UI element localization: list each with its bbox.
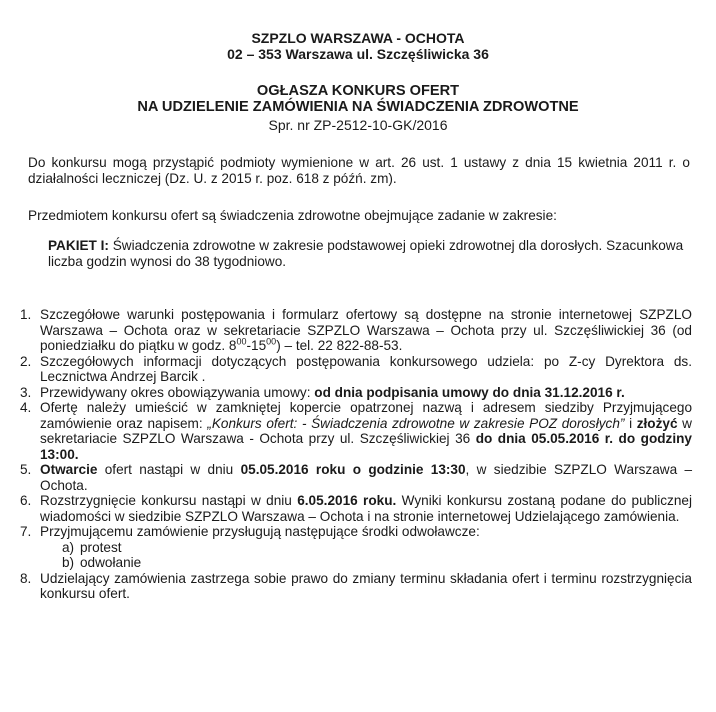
sub-item-text: protest xyxy=(80,539,122,555)
item-number: 4. xyxy=(20,400,32,415)
item-number: 2. xyxy=(20,353,32,369)
item-number: 1. xyxy=(20,307,32,322)
item-text: Przyjmującemu zamówienie przysługują następujące środki odwoławcze: xyxy=(40,524,480,539)
package-paragraph xyxy=(48,238,690,269)
item-number: 5. xyxy=(20,462,32,477)
sub-item-b xyxy=(20,555,692,571)
sub-item-text: odwołanie xyxy=(80,555,142,570)
sub-item-letter: a) xyxy=(62,539,75,555)
package-text: Świadczenia zdrowotne w zakresie podstawowej opieki zdrowotnej dla dorosłych. Szacunkowa liczba godzin wynosi do 38 tygodniowo. xyxy=(48,238,684,269)
item-text: Otwarcie ofert nastąpi w dniu 05.05.2016 roku o godzinie 13:30, w siedzibie SZPZLO Warszawa – Ochota. xyxy=(40,462,693,493)
sub-item-letter: b) xyxy=(62,555,75,570)
item-text: Rozstrzygnięcie konkursu nastąpi w dniu 6.05.2016 roku. Wyniki konkursu zostaną podane do publicznej wiadomości w siedzibie SZPZLO Warszawa – Ochota i na stronie internetowej Udzielającego zamówienia. xyxy=(40,493,692,524)
list-item-8 xyxy=(20,571,692,602)
list-item-7 xyxy=(20,524,692,540)
list-item-2 xyxy=(20,354,692,385)
sub-item-a xyxy=(20,540,692,556)
announcement-title: OGŁASZA KONKURS OFERT xyxy=(256,83,460,99)
intro-paragraph: Do konkursu mogą przystąpić podmioty wymienione w art. 26 ust. 1 ustawy z dnia 15 kwietnia 2011 r. o działalności leczniczej (Dz. U. z 2015 r. poz. 618 z późń. zm). xyxy=(28,155,690,186)
org-name: SZPZLO WARSZAWA - OCHOTA xyxy=(251,30,465,46)
announcement-subtitle: NA UDZIELENIE ZAMÓWIENIA NA ŚWIADCZENIA ZDROWOTNE xyxy=(137,99,579,115)
list-item-5 xyxy=(20,462,692,493)
list-item-3 xyxy=(20,385,692,401)
item-number: 3. xyxy=(20,384,32,400)
item-text: Szczegółowe warunki postępowania i formularz ofertowy są dostępne na stronie internetowej SZPZLO Warszawa – Ochota oraz w sekretariacie SZPZLO Warszawa – Ochota przy ul. Szczęśliwickiej 36 (od poniedziałku do piątku w godz. $8^{00}-15^{00}$) – tel. 22 822-88-53. xyxy=(40,307,692,353)
item-text: Udzielający zamówienia zastrzega sobie prawo do zmiany terminu składania ofert i terminu rozstrzygnięcia konkursu ofert. xyxy=(40,570,692,601)
conditions-list xyxy=(20,307,692,602)
item-number: 7. xyxy=(20,524,32,539)
item-text: Przewidywany okres obowiązywania umowy: od dnia podpisania umowy do dnia 31.12.2016 r. xyxy=(40,384,625,400)
list-item-1 xyxy=(20,307,692,354)
item-number: 8. xyxy=(20,570,32,586)
list-item-4 xyxy=(20,400,692,462)
case-reference: Spr. nr ZP-2512-10-GK/2016 xyxy=(268,117,448,133)
item-number: 6. xyxy=(20,493,32,508)
subject-paragraph: Przedmiotem konkursu ofert są świadczenia zdrowotne obejmujące zadanie w zakresie: xyxy=(28,208,557,223)
item-text: Ofertę należy umieścić w zamkniętej kopercie opatrzonej nazwą i adresem siedziby Przyjmującego zamówienie oraz napisem: „Konkurs ofert: - Świadczenia zdrowotne w zakresie POZ dorosłych” i złożyć w sekretariacie SZPZLO Warszawa - Ochota przy ul. Szczęśliwickiej 36 do dnia 05.05.2016 r. do godziny 13:00. xyxy=(40,400,692,462)
list-item-6 xyxy=(20,493,692,524)
item-text: Szczegółowych informacji dotyczących postępowania konkursowego udziela: po Z-cy Dyrektora ds. Lecznictwa Andrzej Barcik . xyxy=(40,353,692,384)
org-address: 02 – 353 Warszawa ul. Szczęśliwicka 36 xyxy=(227,46,489,62)
package-label: PAKIET I: xyxy=(48,238,109,253)
